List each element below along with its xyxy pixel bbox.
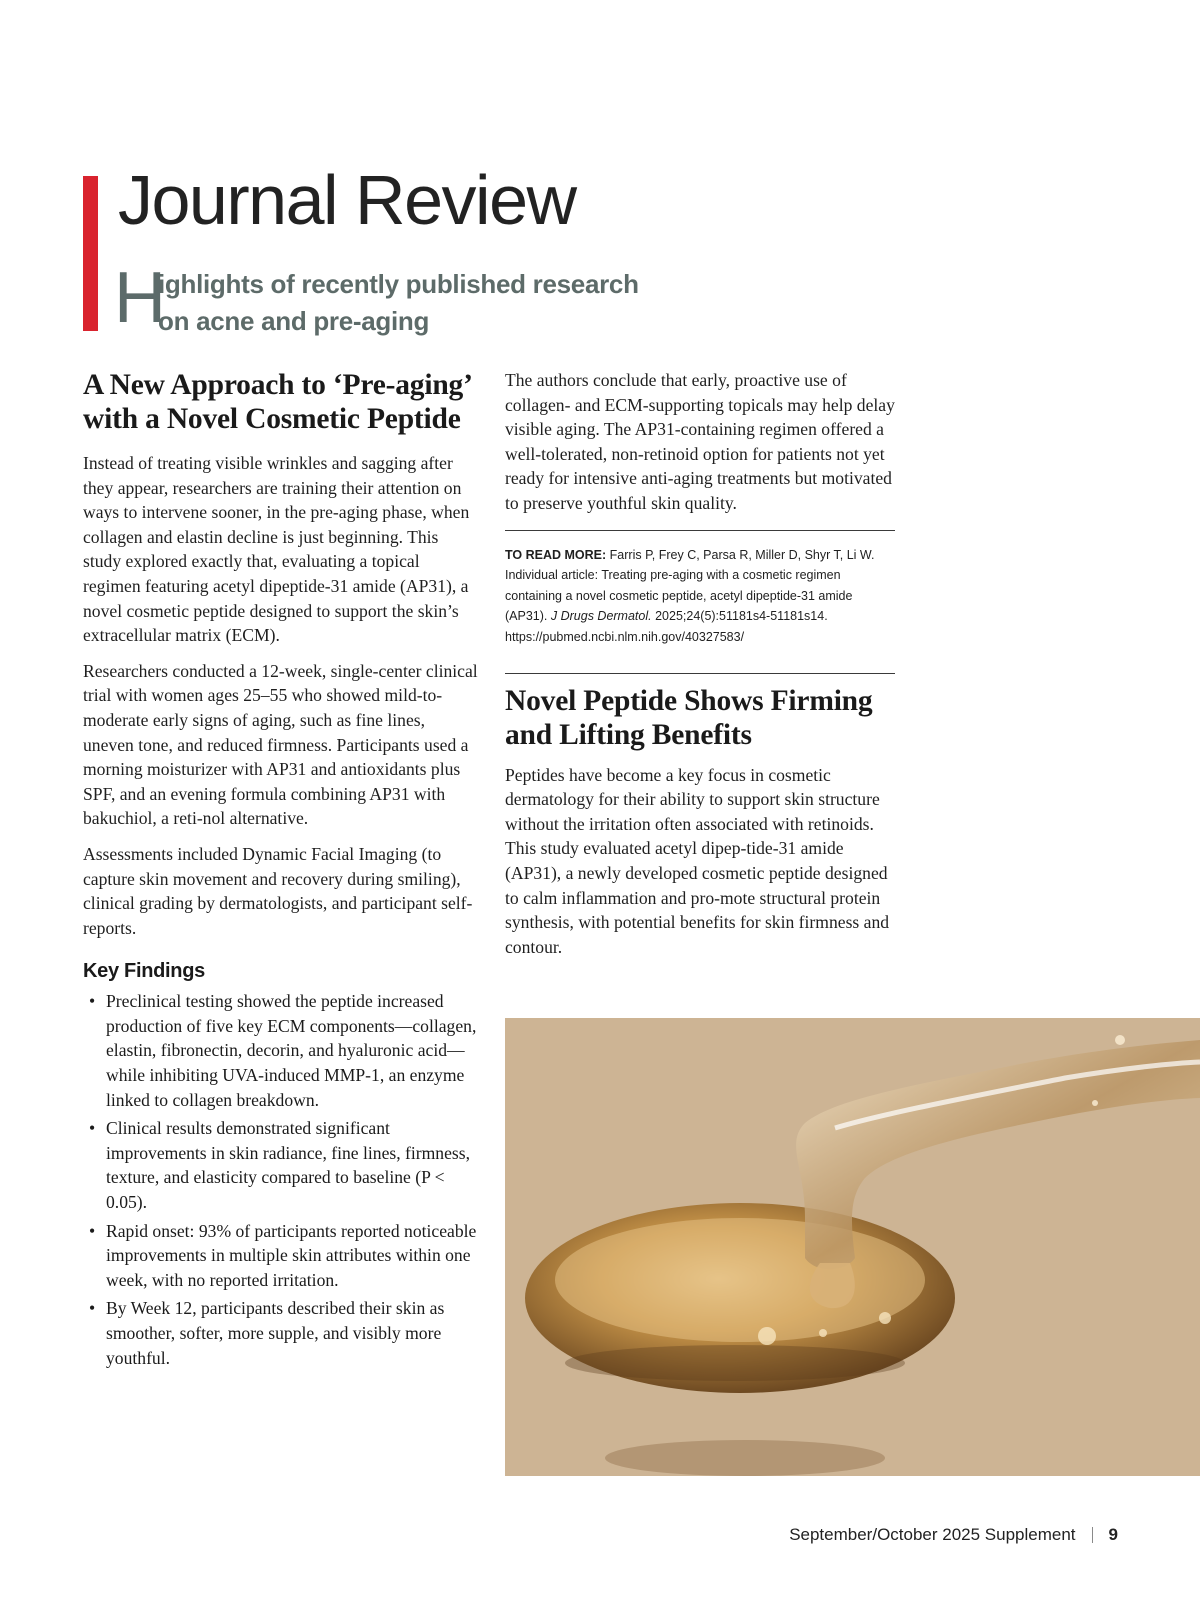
finding-text: Preclinical testing showed the peptide increased production of five key ECM components—collagen, elastin, fibronectin, decorin, and hyaluronic acid—while inhibiting UVA-induced MMP-1, an enzyme linked to collagen breakdown. [106, 991, 477, 1110]
serum-drop [810, 1263, 855, 1308]
read-more-label: TO READ MORE: [505, 547, 607, 562]
bubble-icon [819, 1329, 827, 1337]
bullet-icon: • [89, 1220, 96, 1241]
read-more-citation [505, 545, 895, 648]
right-column [505, 368, 895, 959]
journal-name: J Drugs Dermatol. [550, 609, 652, 624]
article-1-conclusion: The authors conclude that early, proactive use of collagen- and ECM-supporting topicals may help delay visible aging. The AP31-containing regimen offered a well-tolerated, non-retinoid option for patients not yet ready for intensive anti-aging treatments but motivated to preserve youthful skin quality. [505, 370, 895, 513]
bubble-icon [1092, 1100, 1098, 1106]
reflection [605, 1440, 885, 1476]
subtitle-line-2: on acne and pre-aging [158, 306, 430, 336]
list-item [89, 1116, 478, 1214]
finding-text: Rapid onset: 93% of participants reported noticeable improvements in multiple skin attributes within one week, with no reported irritation. [106, 1220, 477, 1290]
article-2-title: Novel Peptide Shows Firming and Lifting Benefits [505, 684, 873, 751]
bullet-icon: • [89, 991, 96, 1012]
citation-text: Farris P, Frey C, Parsa R, Miller D, Shyr T, Li W. Individual article: Treating pre-aging with a cosmetic regimen containing a novel cosmetic peptide, acetyl dipeptide-31 amide (AP31). [505, 547, 875, 624]
list-item [89, 1296, 478, 1370]
article-1-paragraph: Researchers conducted a 12-week, single-center clinical trial with women ages 25–55 who showed mild-to-moderate early signs of aging, such as fine lines, uneven tone, and reduced firmness. Participants used a morning moisturizer with AP31 and antioxidants plus SPF, and an evening formula combining AP31 with bakuchiol, a reti-nol alternative. [83, 660, 478, 829]
bubble-icon [758, 1327, 776, 1345]
page-footer [789, 1525, 1118, 1545]
article-1-paragraph: Assessments included Dynamic Facial Imaging (to capture skin movement and recovery during smiling), clinical grading by dermatologists, and participant self-reports. [83, 843, 473, 938]
footer-divider [1092, 1527, 1093, 1543]
list-item [89, 1219, 478, 1293]
bullet-icon: • [89, 1298, 96, 1319]
list-item [89, 989, 478, 1112]
pool-rim-shadow [565, 1345, 905, 1381]
divider [505, 673, 895, 674]
page-number: 9 [1108, 1525, 1118, 1544]
article-1-paragraph: Instead of treating visible wrinkles and sagging after they appear, researchers are training their attention on ways to intervene sooner, in the pre-aging phase, when collagen and elastin decline is just beginning. This study explored exactly that, evaluating a topical regimen featuring acetyl dipeptide-31 amide (AP31), a novel cosmetic peptide designed to support the skin’s extracellular matrix (ECM). [83, 453, 470, 646]
finding-text: By Week 12, participants described their skin as smoother, softer, more supple, and visibly more youthful. [106, 1298, 445, 1368]
key-findings-list [83, 989, 478, 1370]
article-1-title: A New Approach to ‘Pre-aging’ with a Novel Cosmetic Peptide [83, 369, 471, 435]
subtitle-line-1: ighlights of recently published research [158, 269, 639, 299]
citation-link[interactable]: 2025;24(5):51181s4-51181s14. https://pubmed.ncbi.nlm.nih.gov/40327583/ [505, 609, 828, 644]
serum-dropper-photo [505, 1018, 1200, 1476]
key-findings-heading: Key Findings [83, 960, 205, 983]
bullet-icon: • [89, 1118, 96, 1139]
finding-text: Clinical results demonstrated significant improvements in skin radiance, fine lines, firmness, texture, and elasticity compared to baseline (P < 0.05). [106, 1118, 471, 1213]
pool-highlight [555, 1218, 925, 1342]
page-subtitle [158, 266, 639, 340]
serum-dropper-illustration [505, 1018, 1200, 1476]
left-column [83, 368, 478, 1374]
bubble-icon [879, 1312, 891, 1324]
issue-label: September/October 2025 Supplement [789, 1525, 1076, 1544]
bubble-icon [1115, 1035, 1125, 1045]
accent-bar [83, 176, 98, 331]
page-title: Journal Review [118, 161, 576, 239]
divider [505, 530, 895, 531]
subtitle-initial: H [114, 258, 166, 338]
article-2-paragraph: Peptides have become a key focus in cosmetic dermatology for their ability to support skin structure without the irritation often associated with retinoids. This study evaluated acetyl dipep-tide-31 amide (AP31), a newly developed cosmetic peptide designed to calm inflammation and pro-mote structural protein synthesis, with potential benefits for skin firmness and contour. [505, 764, 890, 957]
